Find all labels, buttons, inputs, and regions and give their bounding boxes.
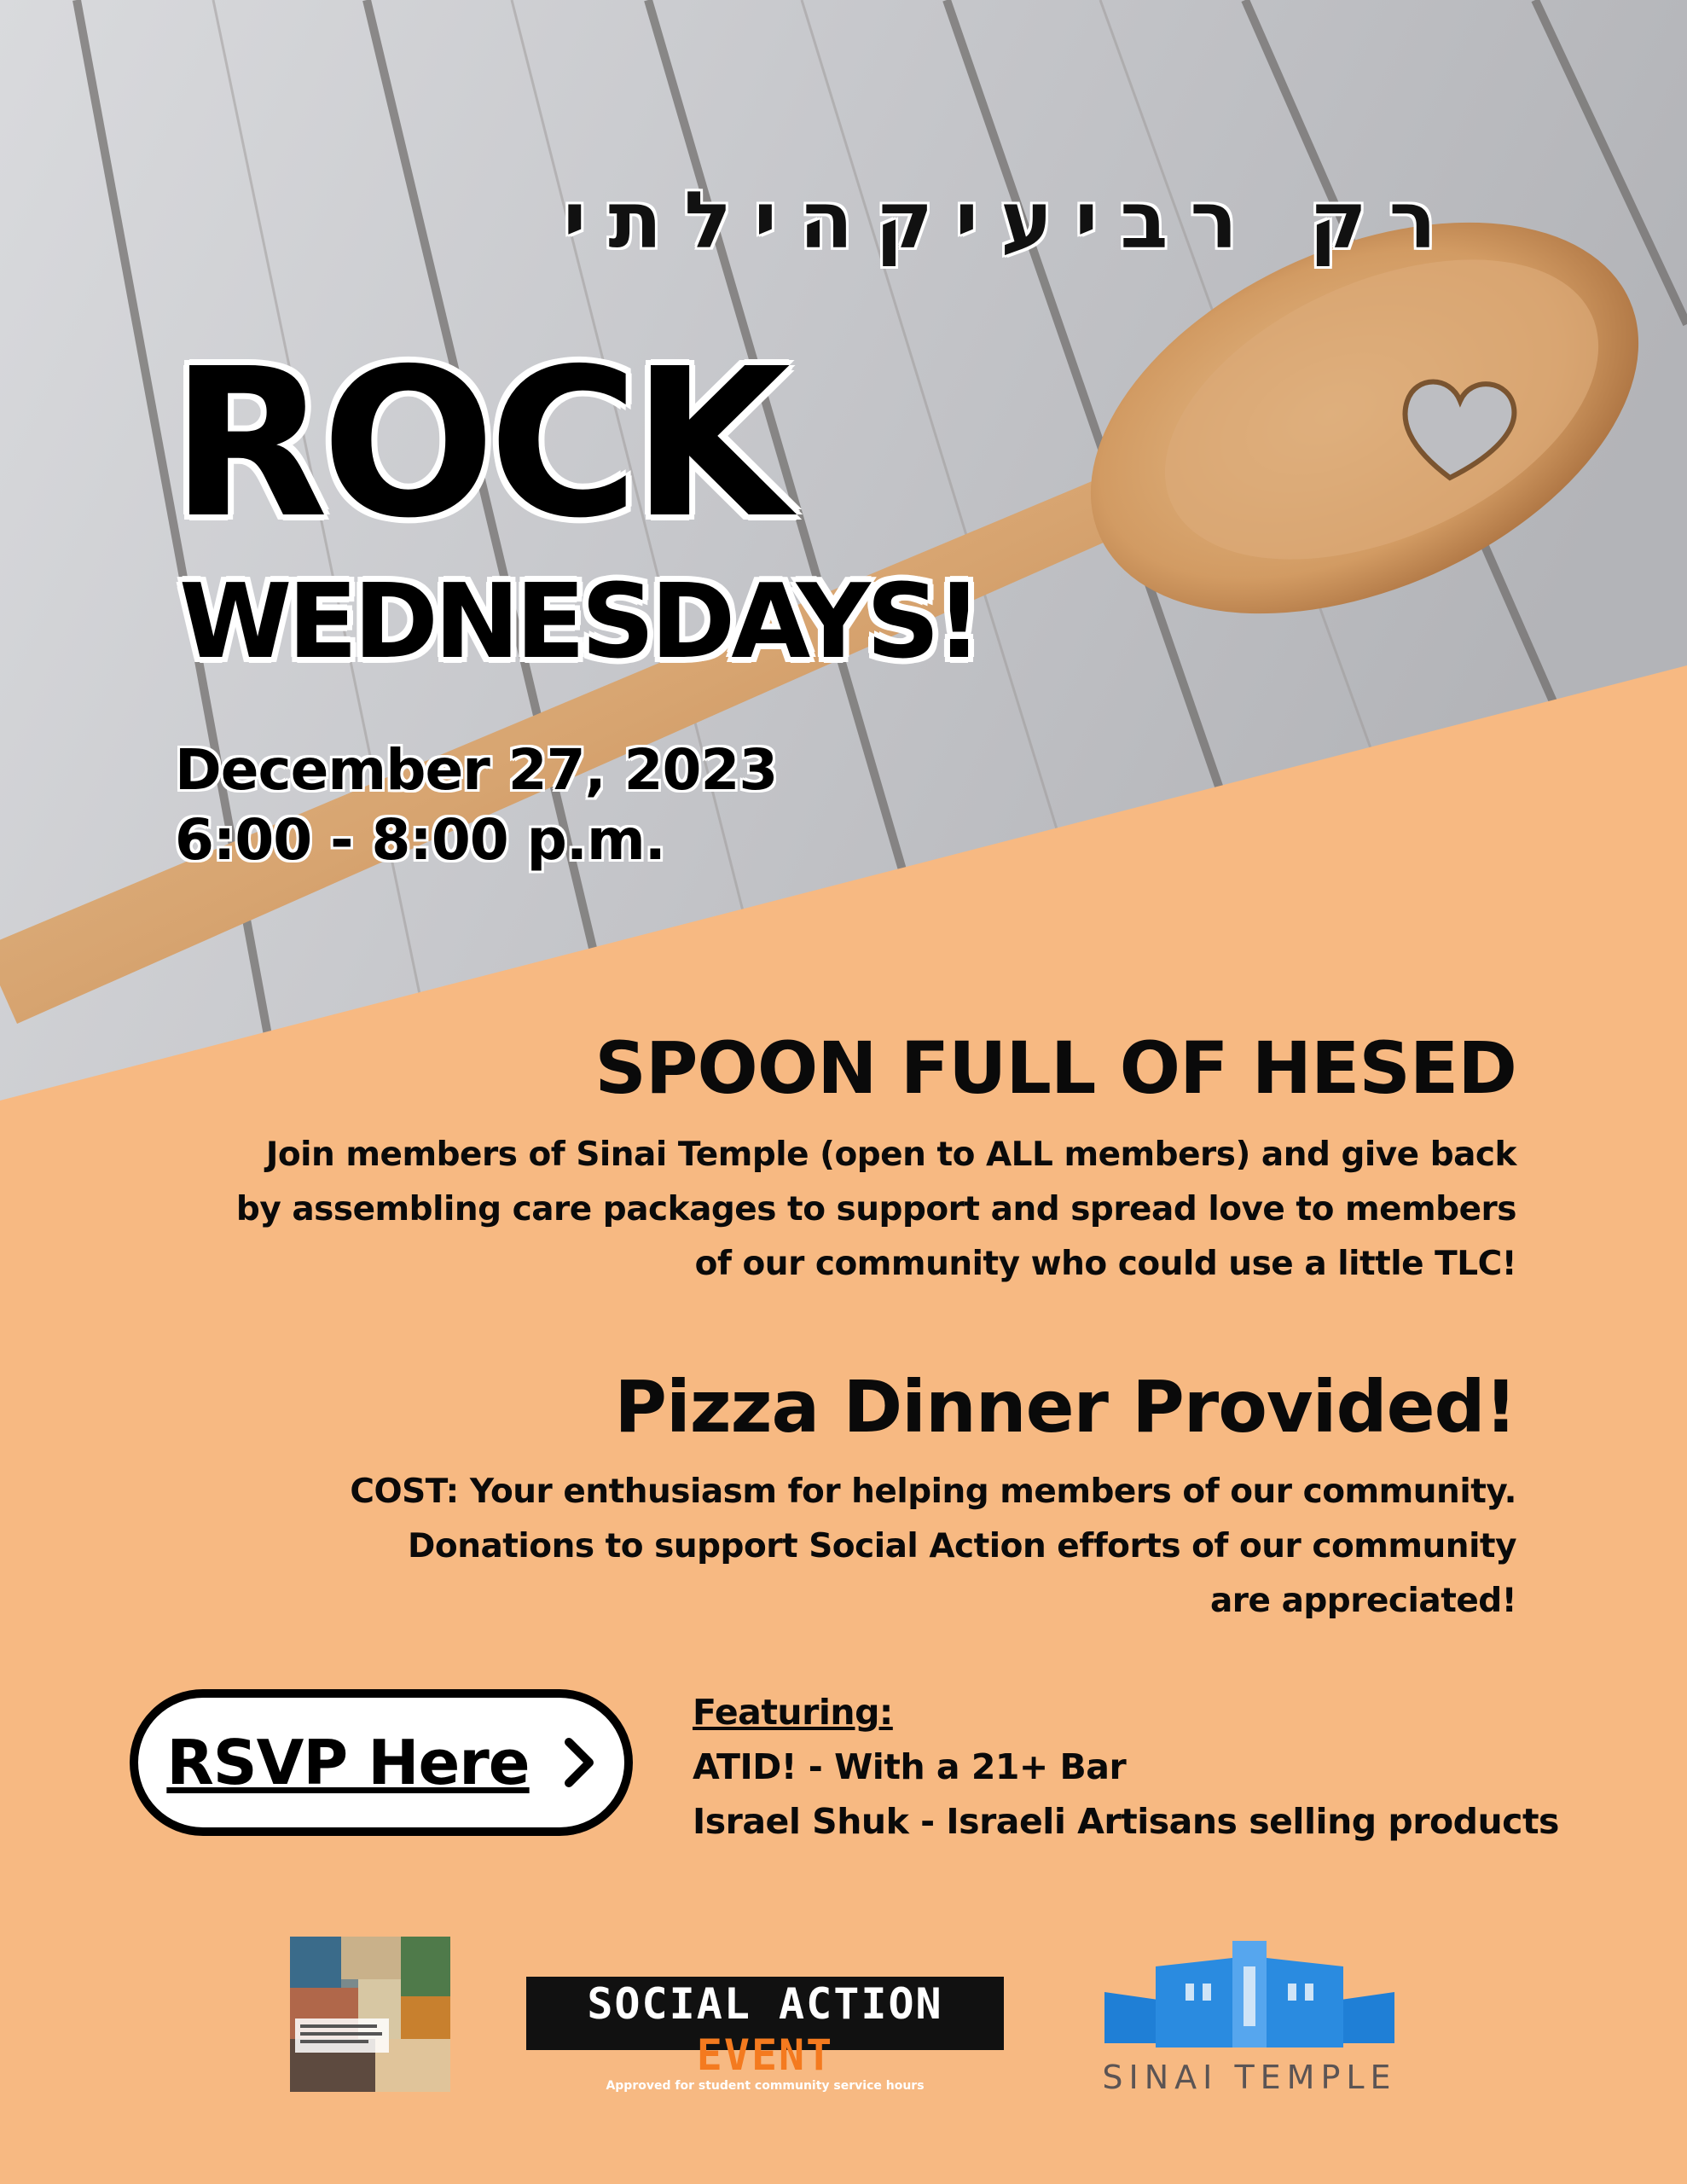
event-date: December 27, 2023: [175, 737, 778, 803]
body-line: are appreciated!: [1209, 1582, 1516, 1620]
rsvp-label[interactable]: RSVP Here: [166, 1727, 530, 1798]
featuring-list: [693, 1685, 1559, 1849]
body-line: Join members of Sinai Temple (open to ALL members) and give back: [265, 1136, 1516, 1174]
section-body-cost: [350, 1465, 1516, 1629]
body-line: by assembling care packages to support and spread love to members: [235, 1190, 1516, 1228]
title-wednesdays: WEDNESDAYS!: [179, 563, 978, 682]
featuring-item: ATID! - With a 21+ Bar: [693, 1746, 1127, 1787]
event-time: 6:00 - 8:00 p.m.: [175, 807, 665, 873]
section-heading-pizza: Pizza Dinner Provided!: [614, 1365, 1516, 1449]
body-line: COST: Your enthusiasm for helping members of our community.: [350, 1472, 1516, 1511]
rsvp-button[interactable]: [130, 1689, 633, 1836]
chevron-right-icon: [562, 1737, 596, 1788]
social-badge-title: SOCIAL ACTION EVENT: [587, 1979, 943, 2080]
section-heading-hesed: SPOON FULL OF HESED: [594, 1026, 1516, 1110]
featuring-heading: Featuring:: [693, 1692, 893, 1733]
social-action-event-badge: [526, 1977, 1004, 2093]
israel-shuk-collage-logo: [290, 1937, 450, 2092]
title-rock: ROCK: [171, 324, 784, 563]
hebrew-title: רק רביעיקהילתי: [563, 175, 1458, 266]
featuring-item: Israel Shuk - Israeli Artisans selling products: [693, 1801, 1559, 1842]
section-body-hesed: [236, 1128, 1516, 1292]
sinai-temple-name: SINAI TEMPLE: [1102, 2059, 1397, 2096]
body-line: Donations to support Social Action efforts of our community: [408, 1527, 1516, 1565]
social-badge-subtitle: Approved for student community service hours: [606, 2079, 925, 2093]
body-line: of our community who could use a little TLC!: [694, 1245, 1516, 1283]
